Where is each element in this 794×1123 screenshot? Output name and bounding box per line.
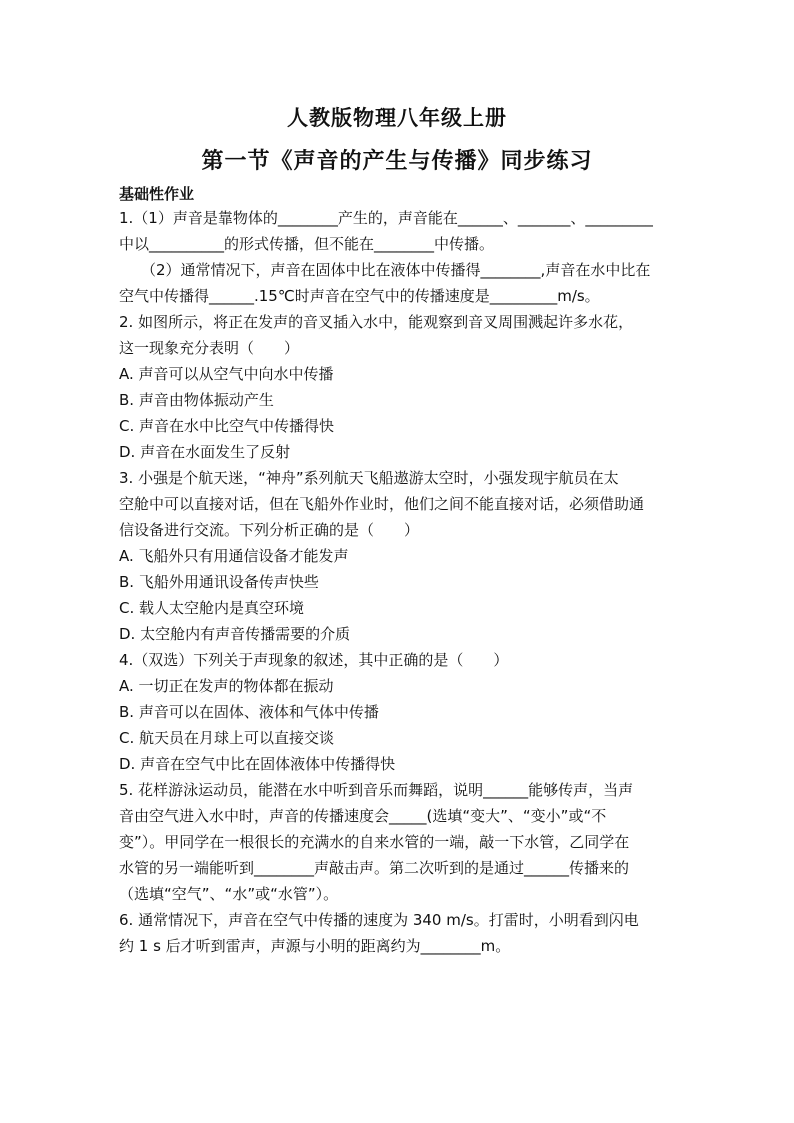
question-4-option-d: D. 声音在空气中比在固体液体中传播得快 (119, 755, 396, 773)
question-5-line-4: 水管的另一端能听到________声敲击声。第二次听到的是通过______传播来的 (119, 859, 630, 877)
question-4-stem: 4.（双选）下列关于声现象的叙述，其中正确的是（ ） (119, 651, 509, 669)
question-6-line-1: 6. 通常情况下，声音在空气中传播的速度为 340 m/s。打雷时，小明看到闪电 (119, 911, 639, 929)
question-5-line-3: 变”）。甲同学在一根很长的充满水的自来水管的一端，敲一下水管，乙同学在 (119, 833, 630, 851)
question-4-option-b: B. 声音可以在固体、液体和气体中传播 (119, 703, 379, 721)
section-heading: 基础性作业 (119, 185, 195, 203)
question-3-option-d: D. 太空舱内有声音传播需要的介质 (119, 625, 351, 643)
question-3-option-c: C. 载人太空舱内是真空环境 (119, 599, 305, 617)
question-5-line-5: （选填“空气”、“水”或“水管”）。 (119, 885, 339, 903)
question-3-stem-2: 空舱中可以直接对话，但在飞船外作业时，他们之间不能直接对话，必须借助通 (119, 495, 645, 513)
question-3-stem-3: 信设备进行交流。下列分析正确的是（ ） (119, 521, 420, 539)
question-1-line-1: 1.（1）声音是靠物体的________产生的，声音能在______、_______、_________ (119, 209, 653, 227)
question-2-option-d: D. 声音在水面发生了反射 (119, 443, 291, 461)
document-title: 人教版物理八年级上册 (287, 105, 507, 130)
question-2-stem-1: 2. 如图所示，将正在发声的音叉插入水中，能观察到音叉周围溅起许多水花， (119, 313, 634, 331)
question-1-line-4: 空气中传播得______.15℃时声音在空气中的传播速度是_________m/s。 (119, 287, 600, 305)
question-5-line-2: 音由空气进入水中时，声音的传播速度会_____(选填“变大”、“变小”或“不 (119, 807, 607, 825)
question-6-line-2: 约 1 s 后才听到雷声，声源与小明的距离约为________m。 (119, 937, 511, 955)
document-subtitle: 第一节《声音的产生与传播》同步练习 (201, 148, 593, 174)
question-3-option-b: B. 飞船外用通讯设备传声快些 (119, 573, 319, 591)
question-2-stem-2: 这一现象充分表明（ ） (119, 339, 300, 357)
question-4-option-a: A. 一切正在发声的物体都在振动 (119, 677, 334, 695)
question-2-option-c: C. 声音在水中比空气中传播得快 (119, 417, 335, 435)
question-2-option-b: B. 声音由物体振动产生 (119, 391, 274, 409)
question-5-line-1: 5. 花样游泳运动员，能潜在水中听到音乐而舞蹈，说明______能够传声，当声 (119, 781, 634, 799)
question-4-option-c: C. 航天员在月球上可以直接交谈 (119, 729, 335, 747)
question-3-stem-1: 3. 小强是个航天迷，“神舟”系列航天飞船遨游太空时，小强发现宇航员在太 (119, 469, 619, 487)
question-3-option-a: A. 飞船外只有用通信设备才能发声 (119, 547, 349, 565)
question-1-line-2: 中以__________的形式传播，但不能在________中传播。 (119, 235, 495, 253)
question-2-option-a: A. 声音可以从空气中向水中传播 (119, 365, 334, 383)
question-1-line-3: （2）通常情况下，声音在固体中比在液体中传播得________,声音在水中比在 (141, 261, 651, 279)
